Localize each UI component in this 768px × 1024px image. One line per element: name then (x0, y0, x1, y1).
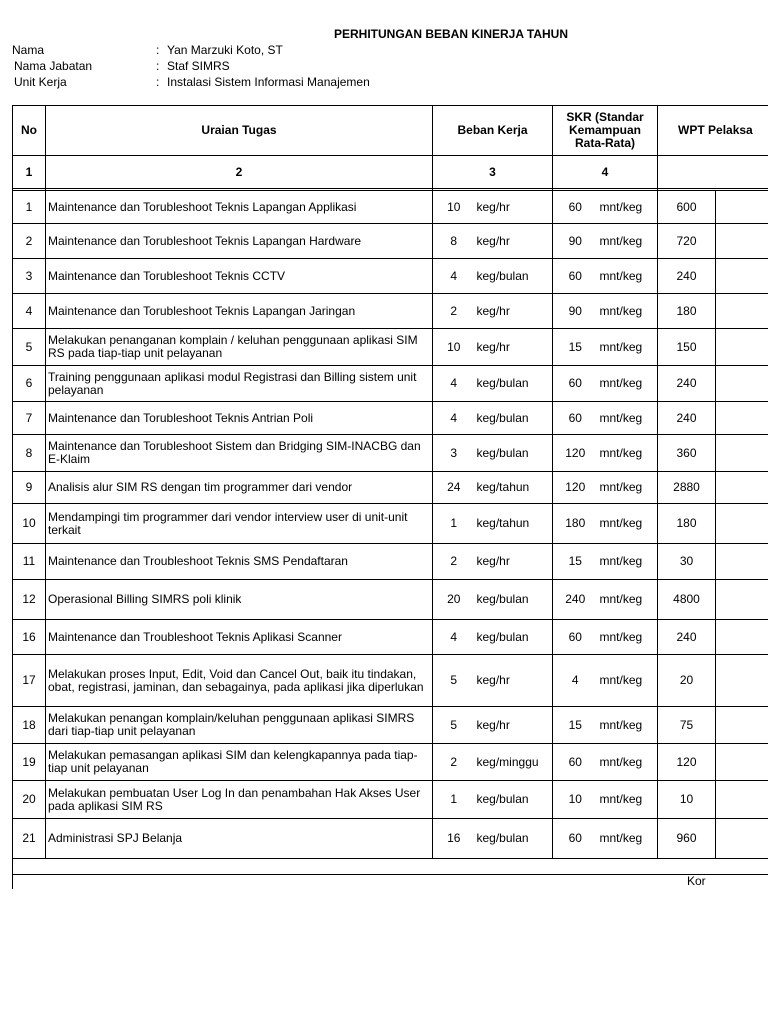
row-uraian: Maintenance dan Torubleshoot Teknis CCTV (46, 259, 433, 294)
meta-value-unit: Instalasi Sistem Informasi Manajemen (167, 75, 370, 89)
table-row (13, 224, 768, 259)
row-uraian: Administrasi SPJ Belanja (46, 819, 433, 859)
row-skr-value: 240 (553, 580, 598, 620)
column-number-row (13, 156, 768, 189)
table-row (13, 580, 768, 620)
row-beban-unit: keg/bulan (475, 366, 553, 402)
row-beban-unit: keg/tahun (475, 504, 553, 544)
row-beban-value: 10 (433, 329, 475, 366)
row-skr-unit: mnt/keg (598, 402, 658, 435)
meta-sep: : (156, 75, 160, 89)
colnum-4: 4 (553, 156, 658, 189)
row-skr-unit: mnt/keg (598, 655, 658, 707)
row-beban-unit: keg/bulan (475, 402, 553, 435)
row-beban-value: 4 (433, 402, 475, 435)
row-empty (716, 620, 768, 655)
header-wpt: WPT Pelaksa (658, 106, 768, 156)
row-wpt-value: 4800 (658, 580, 716, 620)
row-beban-value: 16 (433, 819, 475, 859)
row-empty (716, 259, 768, 294)
row-uraian: Maintenance dan Troubleshoot Teknis Aplikasi Scanner (46, 620, 433, 655)
table-row (13, 329, 768, 366)
row-skr-unit: mnt/keg (598, 744, 658, 781)
row-wpt-value: 2880 (658, 472, 716, 504)
row-skr-value: 15 (553, 329, 598, 366)
row-empty (716, 707, 768, 744)
row-skr-unit: mnt/keg (598, 781, 658, 819)
row-no: 1 (13, 191, 46, 224)
row-beban-value: 2 (433, 294, 475, 329)
row-no: 21 (13, 819, 46, 859)
meta-label-unit: Unit Kerja (14, 75, 67, 89)
table-row (13, 781, 768, 819)
row-beban-value: 5 (433, 655, 475, 707)
row-empty (716, 191, 768, 224)
row-skr-value: 10 (553, 781, 598, 819)
row-beban-unit: keg/bulan (475, 819, 553, 859)
row-skr-value: 60 (553, 366, 598, 402)
row-beban-unit: keg/minggu (475, 744, 553, 781)
row-empty (716, 744, 768, 781)
row-beban-value: 5 (433, 707, 475, 744)
row-skr-value: 90 (553, 224, 598, 259)
row-wpt-value: 240 (658, 620, 716, 655)
table-row (13, 402, 768, 435)
table-row (13, 819, 768, 859)
row-skr-unit: mnt/keg (598, 294, 658, 329)
meta-label-nama: Nama (12, 43, 45, 57)
row-no: 7 (13, 402, 46, 435)
meta-value-nama: Yan Marzuki Koto, ST (167, 43, 283, 57)
row-empty (716, 580, 768, 620)
row-beban-value: 8 (433, 224, 475, 259)
row-empty (716, 781, 768, 819)
row-empty (716, 819, 768, 859)
row-skr-unit: mnt/keg (598, 435, 658, 472)
row-wpt-value: 75 (658, 707, 716, 744)
row-no: 11 (13, 544, 46, 580)
row-skr-unit: mnt/keg (598, 707, 658, 744)
row-beban-value: 4 (433, 366, 475, 402)
table-row (13, 294, 768, 329)
row-skr-value: 60 (553, 620, 598, 655)
row-wpt-value: 180 (658, 294, 716, 329)
row-no: 16 (13, 620, 46, 655)
row-beban-unit: keg/tahun (475, 472, 553, 504)
row-empty (716, 544, 768, 580)
row-beban-value: 1 (433, 781, 475, 819)
row-empty (716, 366, 768, 402)
row-beban-unit: keg/hr (475, 707, 553, 744)
row-skr-value: 60 (553, 259, 598, 294)
workload-sheet (12, 105, 768, 890)
row-no: 4 (13, 294, 46, 329)
row-no: 12 (13, 580, 46, 620)
row-no: 6 (13, 366, 46, 402)
row-no: 9 (13, 472, 46, 504)
table-row (13, 259, 768, 294)
row-uraian: Melakukan penanganan komplain / keluhan penggunaan aplikasi SIM RS pada tiap-tiap unit pelayanan (46, 329, 433, 366)
row-skr-unit: mnt/keg (598, 504, 658, 544)
row-no: 5 (13, 329, 46, 366)
row-beban-unit: keg/hr (475, 191, 553, 224)
table-footer-blank (12, 858, 768, 875)
row-beban-unit: keg/bulan (475, 259, 553, 294)
table-row (13, 620, 768, 655)
row-beban-unit: keg/hr (475, 544, 553, 580)
row-wpt-value: 960 (658, 819, 716, 859)
row-skr-value: 60 (553, 402, 598, 435)
row-beban-unit: keg/bulan (475, 580, 553, 620)
row-beban-unit: keg/hr (475, 655, 553, 707)
meta-value-jabatan: Staf SIMRS (167, 59, 230, 73)
row-uraian: Melakukan pembuatan User Log In dan penambahan Hak Akses User pada aplikasi SIM RS (46, 781, 433, 819)
row-skr-value: 4 (553, 655, 598, 707)
table-row (13, 504, 768, 544)
row-wpt-value: 180 (658, 504, 716, 544)
colnum-2: 2 (46, 156, 433, 189)
row-beban-value: 4 (433, 620, 475, 655)
row-no: 8 (13, 435, 46, 472)
header-beban: Beban Kerja (433, 106, 553, 156)
row-skr-value: 15 (553, 707, 598, 744)
workload-table (12, 105, 768, 859)
row-uraian: Maintenance dan Torubleshoot Teknis Antrian Poli (46, 402, 433, 435)
document-title: PERHITUNGAN BEBAN KINERJA TAHUN (334, 27, 569, 41)
row-beban-unit: keg/hr (475, 294, 553, 329)
colnum-5 (658, 156, 768, 189)
row-beban-value: 3 (433, 435, 475, 472)
row-beban-value: 20 (433, 580, 475, 620)
row-skr-unit: mnt/keg (598, 472, 658, 504)
row-wpt-value: 120 (658, 744, 716, 781)
row-empty (716, 472, 768, 504)
header-no: No (13, 106, 46, 156)
row-skr-unit: mnt/keg (598, 580, 658, 620)
row-uraian: Melakukan penangan komplain/keluhan penggunaan aplikasi SIMRS dari tiap-tiap unit pelayanan (46, 707, 433, 744)
row-no: 10 (13, 504, 46, 544)
table-row (13, 655, 768, 707)
colnum-1: 1 (13, 156, 46, 189)
row-uraian: Mendampingi tim programmer dari vendor interview user di unit-unit terkait (46, 504, 433, 544)
row-beban-unit: keg/bulan (475, 620, 553, 655)
row-empty (716, 329, 768, 366)
row-beban-unit: keg/bulan (475, 435, 553, 472)
footer-label: Kor (687, 874, 706, 888)
row-uraian: Maintenance dan Torubleshoot Teknis Lapangan Applikasi (46, 191, 433, 224)
row-beban-value: 24 (433, 472, 475, 504)
row-wpt-value: 20 (658, 655, 716, 707)
row-empty (716, 504, 768, 544)
row-empty (716, 655, 768, 707)
row-uraian: Melakukan pemasangan aplikasi SIM dan kelengkapannya pada tiap-tiap unit pelayanan (46, 744, 433, 781)
row-wpt-value: 150 (658, 329, 716, 366)
row-skr-value: 120 (553, 472, 598, 504)
row-skr-value: 60 (553, 819, 598, 859)
row-beban-value: 2 (433, 544, 475, 580)
row-skr-unit: mnt/keg (598, 191, 658, 224)
row-no: 19 (13, 744, 46, 781)
row-no: 2 (13, 224, 46, 259)
row-skr-unit: mnt/keg (598, 366, 658, 402)
row-no: 17 (13, 655, 46, 707)
row-skr-unit: mnt/keg (598, 329, 658, 366)
table-row (13, 366, 768, 402)
table-row (13, 544, 768, 580)
header-uraian: Uraian Tugas (46, 106, 433, 156)
table-row (13, 435, 768, 472)
row-uraian: Training penggunaan aplikasi modul Registrasi dan Billing sistem unit pelayanan (46, 366, 433, 402)
header-row (13, 106, 768, 156)
row-empty (716, 435, 768, 472)
meta-label-jabatan: Nama Jabatan (14, 59, 93, 73)
meta-sep: : (156, 43, 160, 57)
row-beban-value: 1 (433, 504, 475, 544)
row-uraian: Operasional Billing SIMRS poli klinik (46, 580, 433, 620)
row-wpt-value: 600 (658, 191, 716, 224)
row-uraian: Melakukan proses Input, Edit, Void dan Cancel Out, baik itu tindakan, obat, registrasi, jaminan, dan sebagainya, pada aplikasi jika diperlukan (46, 655, 433, 707)
row-uraian: Maintenance dan Torubleshoot Teknis Lapangan Jaringan (46, 294, 433, 329)
colnum-3: 3 (433, 156, 553, 189)
row-skr-value: 60 (553, 191, 598, 224)
row-skr-unit: mnt/keg (598, 544, 658, 580)
row-wpt-value: 240 (658, 259, 716, 294)
row-beban-value: 2 (433, 744, 475, 781)
row-beban-unit: keg/hr (475, 329, 553, 366)
table-row (13, 707, 768, 744)
row-no: 18 (13, 707, 46, 744)
row-skr-unit: mnt/keg (598, 620, 658, 655)
row-wpt-value: 720 (658, 224, 716, 259)
row-skr-value: 15 (553, 544, 598, 580)
table-row (13, 744, 768, 781)
table-row (13, 472, 768, 504)
row-empty (716, 224, 768, 259)
row-skr-unit: mnt/keg (598, 224, 658, 259)
row-wpt-value: 240 (658, 402, 716, 435)
row-skr-unit: mnt/keg (598, 819, 658, 859)
row-skr-value: 180 (553, 504, 598, 544)
row-uraian: Maintenance dan Torubleshoot Teknis Lapangan Hardware (46, 224, 433, 259)
row-skr-value: 120 (553, 435, 598, 472)
row-uraian: Maintenance dan Torubleshoot Sistem dan Bridging SIM-INACBG dan E-Klaim (46, 435, 433, 472)
table-row (13, 191, 768, 224)
row-skr-unit: mnt/keg (598, 259, 658, 294)
row-skr-value: 90 (553, 294, 598, 329)
row-skr-value: 60 (553, 744, 598, 781)
row-wpt-value: 360 (658, 435, 716, 472)
row-uraian: Analisis alur SIM RS dengan tim programmer dari vendor (46, 472, 433, 504)
row-beban-unit: keg/bulan (475, 781, 553, 819)
meta-sep: : (156, 59, 160, 73)
header-skr: SKR (Standar Kemampuan Rata-Rata) (553, 106, 658, 156)
row-empty (716, 294, 768, 329)
row-no: 3 (13, 259, 46, 294)
row-wpt-value: 30 (658, 544, 716, 580)
row-wpt-value: 240 (658, 366, 716, 402)
row-uraian: Maintenance dan Troubleshoot Teknis SMS Pendaftaran (46, 544, 433, 580)
table-footer-total (12, 874, 768, 889)
row-beban-value: 4 (433, 259, 475, 294)
row-empty (716, 402, 768, 435)
row-beban-value: 10 (433, 191, 475, 224)
row-beban-unit: keg/hr (475, 224, 553, 259)
row-wpt-value: 10 (658, 781, 716, 819)
row-no: 20 (13, 781, 46, 819)
